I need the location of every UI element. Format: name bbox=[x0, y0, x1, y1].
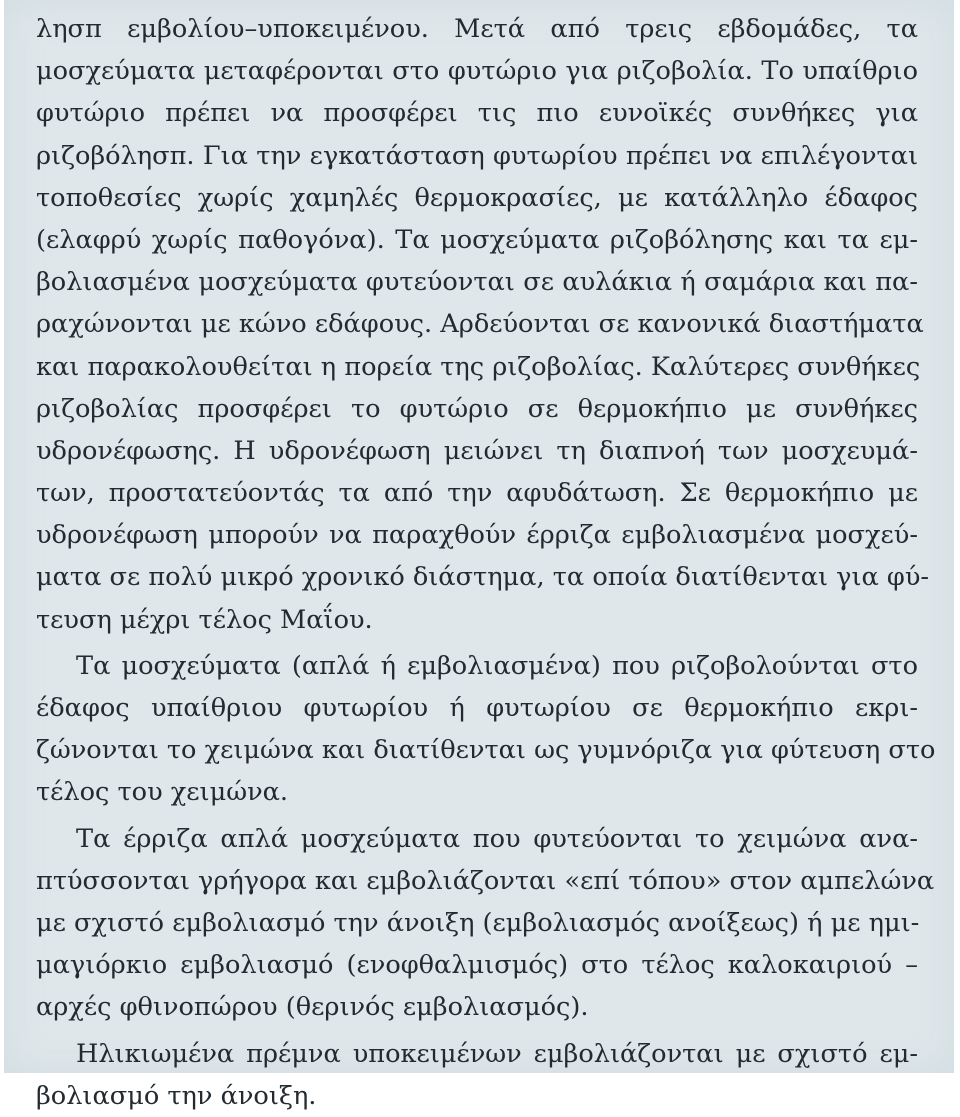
text-line: υδρονέφωσης. Η υδρονέφωση μειώνει τη διαπνοή των μοσχευμά- bbox=[36, 435, 918, 466]
body-text bbox=[36, 8, 936, 1117]
paragraph-2 bbox=[36, 645, 936, 814]
text-line: μοσχεύματα μεταφέρονται στο φυτώριο για ριζοβολία. Το υπαίθριο bbox=[36, 56, 918, 87]
text-line: και παρακολουθείται η πορεία της ριζοβολίας. Καλύτερες συνθήκες bbox=[36, 351, 921, 382]
text-line: Τα έρριζα απλά μοσχεύματα που φυτεύονται το χειμώνα ανα- bbox=[76, 823, 918, 854]
text-line: ζώνονται το χειμώνα και διατίθενται ως γυμνόριζα για φύτευση στο bbox=[36, 735, 936, 766]
text-line: ραχώνονται με κώνο εδάφους. Αρδεύονται σε κανονικά διαστήματα bbox=[36, 309, 924, 340]
text-line: ματα σε πολύ μικρό χρονικό διάστημα, τα οποία διατίθενται για φύ- bbox=[36, 562, 930, 593]
text-line: πτύσσονται γρήγορα και εμβολιάζονται «επί τόπου» στον αμπελώνα bbox=[36, 865, 935, 896]
text-line: υδρονέφωση μπορούν να παραχθούν έρριζα εμβολιασμένα μοσχεύ- bbox=[36, 520, 918, 551]
paragraph-4 bbox=[36, 1033, 918, 1117]
text-line: έδαφος υπαίθριου φυτωρίου ή φυτωρίου σε θερμοκήπιο εκρι- bbox=[36, 693, 918, 723]
text-line: μαγιόρκιο εμβολιασμό (ενοφθαλμισμός) στο τέλος καλοκαιριού – bbox=[36, 950, 918, 981]
text-line: Τα μοσχεύματα (απλά ή εμβολιασμένα) που ριζοβολούνται στο bbox=[76, 650, 918, 681]
paragraph-1 bbox=[36, 8, 930, 641]
text-line: λησπ εμβολίου–υποκειμένου. Μετά από τρεις εβδομάδες, τα bbox=[36, 14, 918, 44]
text-line: τοποθεσίες χωρίς χαμηλές θερμοκρασίες, με κατάλληλο έδαφος bbox=[36, 182, 918, 213]
text-line: των, προστατεύοντάς τα από την αφυδάτωση. Σε θερμοκήπιο με bbox=[36, 478, 918, 509]
text-line: βολιασμό την άνοιξη. bbox=[36, 1080, 317, 1111]
text-line: βολιασμένα μοσχεύματα φυτεύονται σε αυλάκια ή σαμάρια και πα- bbox=[36, 267, 918, 298]
paragraph-3 bbox=[36, 818, 935, 1029]
text-line: (ελαφρύ χωρίς παθογόνα). Τα μοσχεύματα ριζοβόλησης και τα εμ- bbox=[36, 224, 918, 255]
text-line: Ηλικιωμένα πρέμνα υποκειμένων εμβολιάζονται με σχιστό εμ- bbox=[76, 1038, 918, 1069]
text-line: τευση μέχρι τέλος Μαΐου. bbox=[36, 604, 373, 635]
text-line: ριζοβολίας προσφέρει το φυτώριο σε θερμοκήπιο με συνθήκες bbox=[36, 393, 918, 424]
text-line: φυτώριο πρέπει να προσφέρει τις πιο ευνοϊκές συνθήκες για bbox=[36, 98, 918, 129]
text-line: με σχιστό εμβολιασμό την άνοιξη (εμβολιασμός ανοίξεως) ή με ημι- bbox=[36, 907, 920, 938]
text-line: ριζοβόλησπ. Για την εγκατάσταση φυτωρίου πρέπει να επιλέγονται bbox=[36, 140, 918, 171]
scanned-page bbox=[4, 0, 954, 1111]
text-line: αρχές φθινοπώρου (θερινός εμβολιασμός). bbox=[36, 992, 589, 1023]
text-line: τέλος του χειμώνα. bbox=[36, 777, 289, 808]
